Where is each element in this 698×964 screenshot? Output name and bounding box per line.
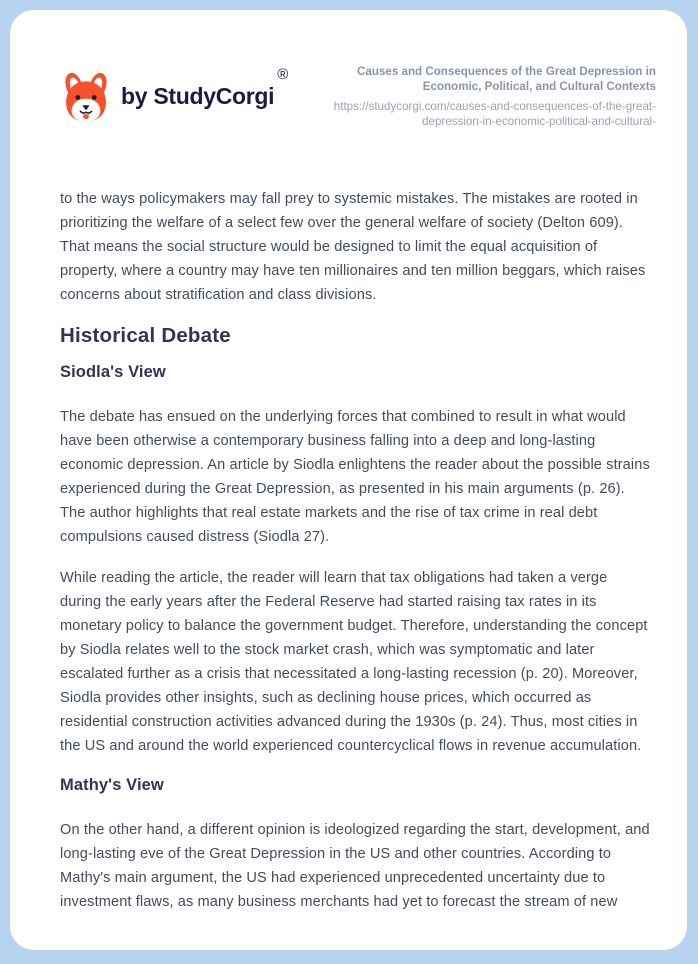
document-title: Causes and Consequences of the Great Depression in Economic, Political, and Cultural Contexts [357, 65, 656, 93]
section-heading-historical-debate: Historical Debate [60, 324, 231, 347]
intro-paragraph: to the ways policymakers may fall prey to systemic mistakes. The mistakes are rooted in prioritizing the welfare of a select few over the general welfare of society (Delton 609). That means the social structure would be designed to limit the equal acquisition of property, where a country may have ten millionaires and ten million beggars, which raises concerns about stratification and class divisions. [60, 191, 646, 303]
document-meta [332, 64, 656, 129]
paragraph-siodla-2: While reading the article, the reader will learn that tax obligations had taken a verge during the early years after the Federal Reserve had started raising tax rates in its monetary policy to balance the government budget. Therefore, understanding the concept by Siodla relates well to the stock market crash, which was symptomatic and later escalated further as a crisis that necessitated a long-lasting recession (p. 20). Moreover, Siodla provides other insights, such as declining house prices, which occurred as residential construction activities advanced during the 1930s (p. 24). Thus, most cities in the US and around the world experienced countercyclical flows in revenue accumulation. [60, 570, 648, 754]
brand-name: by StudyCorgi [121, 83, 275, 109]
corgi-logo-icon [60, 69, 112, 125]
studycorgi-logo[interactable] [60, 65, 289, 125]
paragraph-siodla-1: The debate has ensued on the underlying forces that combined to result in what would have been otherwise a contemporary business falling into a deep and long-lasting economic depression. An article by Siodla enlightens the reader about the possible strains experienced during the Great Depression, as presented in his main arguments (p. 26). The author highlights that real estate markets and the rise of tax crime in real debt compulsions caused distress (Siodla 27). [60, 409, 650, 545]
registered-trademark-icon: ® [277, 65, 289, 83]
source-url-link[interactable]: https://studycorgi.com/causes-and-consequences-of-the-great-depression-in-economic-political-and-cultural- [333, 100, 656, 128]
article-content [10, 129, 687, 914]
subsection-heading-siodlas-view: Siodla's View [60, 363, 166, 381]
document-header [10, 10, 687, 129]
document-card [10, 10, 687, 950]
subsection-heading-mathys-view: Mathy's View [60, 776, 164, 794]
paragraph-mathy-1: On the other hand, a different opinion is ideologized regarding the start, development, and long-lasting eve of the Great Depression in the US and other countries. According to Mathy's main argument, the US had experienced unprecedented uncertainty due to investment flaws, as many business merchants had yet to forecast the stream of new [60, 822, 650, 910]
